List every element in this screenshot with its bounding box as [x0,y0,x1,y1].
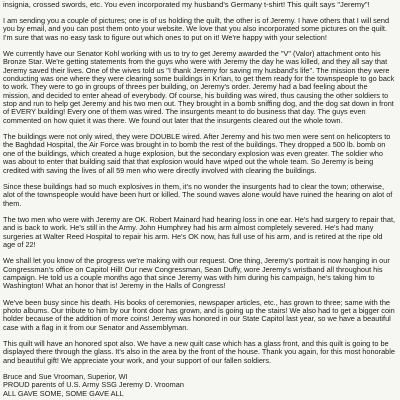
paragraph-quilt-case: This quilt will have an honored spot also. We have a new quilt case which has a glass front, and this quilt is going to be displayed there through the glass. It's also in the area by the front of the house. Thank you again, for this most honorable and beautiful gift! We appreciate your work, and your support of our fallen soldiers. [3,339,395,365]
paragraph-two-men: The two men who were with Jeremy are OK. Robert Mainard had hearing loss in one ear. He's had surgery to repair that, and is back to work. He's still in the Army. John Humphrey had his arm almost completely severed. He's had many surgeries at Walter Reed Hospital to repair his arm. He's OK now, has full use of his arm, and is retired at the ripe old age of 22! [3,214,396,249]
signature-names: Bruce and Sue Vrooman, Superior, WI [3,372,128,382]
signature-partial-line: ALL GAVE SOME, SOME GAVE ALL [3,388,124,398]
paragraph-double-wired: The buildings were not only wired, they were DOUBLE wired. After Jeremy and his two men were sent on helicopters to the Baghdad Hospital, the Air Force was brought in to bomb the rest of the buildings. They dropped a 500 lb. bomb on one of the buildings, which created a huge explosion, but the secondary explosion was even greater. The soldier who was about to enter that building said that that explosion would have wiped out the whole team. So Jeremy is being credited with saving the lives of all 59 men who were directly involved with clearing the buildings. [3,132,391,175]
paragraph-pictures: I am sending you a couple of pictures; one is of us holding the quilt, the other is of Jeremy. I have others that I will send you by email, and you can post them onto your website. We love that you also incorporated some pictures on the quilt. I'm sure that was no easy task to figure out which ones to put on it! We're happy with your selection! [3,16,390,42]
signature-title: PROUD parents of U.S. Army SSG Jeremy D. Vrooman [3,380,184,390]
paragraph-explosives: Since these buildings had so much explosives in them, it's no wonder the insurgents had to clear the town; otherwise, alot of the townspeople would have been hurt or killed. The sound waves alone would have ruined the hearing on alot of them. [3,181,393,208]
paragraph-valor: We currently have our Senator Kohl working with us to try to get Jeremy awarded the "V" (Valor) attachment onto his Bronze Star. We're getting statements from the guys who were with Jeremy the day he was killed, and they all say that Jeremy saved their lives. One of the wives told us "I thank Jeremy for saving my husband's life". The mission they were conducting was one where they were clearing some buildings in Kr'ian, to get them ready for the townspeople to go back to work. They were to go in groups of threes per building, on Jeremy's order. Jeremy had a bad feeling about the mission, and decided to enter ahead of everybody. Of course, his building was wired, thus causing the other soldiers to stop and run to help get Jeremy and his two men out. They brought in a bomb sniffing dog, and the dog sat down in front of EVERY building! Every one of them was wired. The insurgents meant to do business that day. The guys even commented on how quiet it was there. We found out later that the insurgents cleared out the whole town. [3,49,395,125]
paragraph-tributes: We've been busy since his death. His books of ceremonies, newspaper articles, etc., has grown to three; same with the photo albums. Our tribute to him by our front door has grown, and is going up the stairs! We also had to get a bigger coin holder because of the addition of more coins! Jeremy was honored in our State Capitol last year, so we have a beautiful case with a flag in it from our Senator and Assemblyman. [3,297,395,332]
paragraph-congress: We shall let you know of the progress we're making with our request. One thing, Jeremy's portrait is now hanging in our Congressman's office on Capitol Hill! Our new Congressman, Sean Duffy, wore Jeremy's wristband all throughout his campaign. He told us a couple months ago that since Jeremy was with him during his campaign, he's taking him to Washington! What an honor that is! Jeremy in the Halls of Congress! [3,256,390,291]
top-line-fragment: insignia, crossed swords, etc. You even incorporated my husband's Germany t-shirt! This quilt says "Jeremy"! [3,0,370,9]
